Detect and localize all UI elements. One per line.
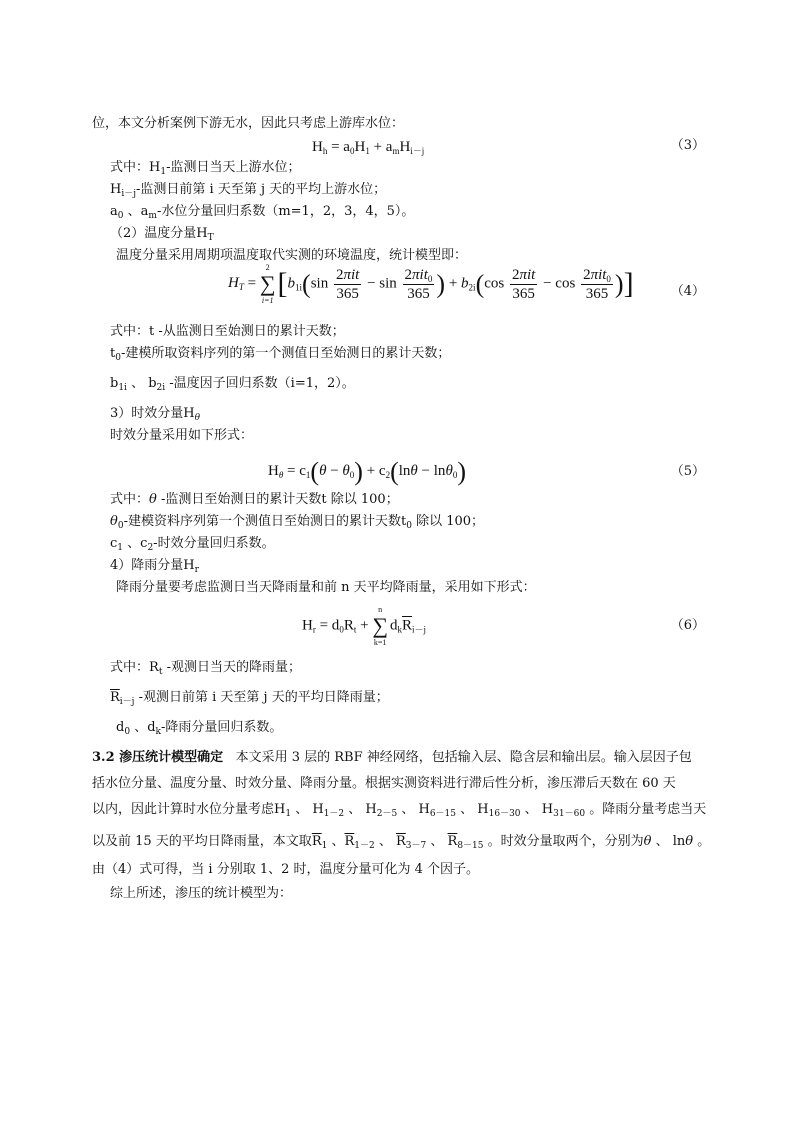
text-line: 式中：t -从监测日至始测日的累计天数； — [110, 324, 345, 339]
text-line: $\overline{R}_{i-j}$ -观测日前第 i 天至第 j 天的平均日降雨量； — [110, 690, 389, 707]
text-line: 温度分量采用周期项温度取代实测的环境温度，统计模型即： — [116, 248, 468, 263]
equation-number: （5） — [670, 464, 705, 479]
equation-6: $H_r = d_0R_t$ + n ∑ k=1 $d_k\overline{R}_{i-j}$ — [302, 605, 427, 647]
paragraph-line: 综上所述，渗压的统计模型为： — [110, 886, 293, 901]
text-line: $t_0-$建模所取资料序列的第一个测值日至始测日的累计天数； — [110, 346, 451, 363]
text-line: $c_1$ 、$c_2-$时效分量回归系数。 — [110, 536, 275, 553]
section-title: 3.2 渗压统计模型确定 — [92, 750, 224, 765]
text-line: $d_0$ 、$d_k-$降雨分量回归系数。 — [116, 720, 283, 737]
text-line: $b_{1i}$ 、 $b_{2i}$ -温度因子回归系数（i=1，2）。 — [110, 376, 355, 393]
section-heading: （2）温度分量$H_T$ — [110, 226, 214, 243]
text-line: 位，本文分析案例下游无水，因此只考虑上游库水位： — [92, 116, 405, 131]
paragraph-line: 以及前 15 天的平均日降雨量，本文取$\overline{R}_1$ 、$\overline{R}_{1-2}$ 、 $\overline{R}_{3-7}$ 、 $\overline{R}_{8-15}$ 。时效分量取两个，分别为θ 、 lnθ 。 — [92, 834, 711, 851]
equation-number: （4） — [670, 284, 705, 299]
paragraph-line: 以内，因此计算时水位分量考虑$H_1$ 、 $H_{1-2}$ 、 $H_{2-5}$ 、 $H_{6-15}$ 、 $H_{16-30}$ 、 $H_{31-60}$ 。降雨分量考虑当天 — [92, 802, 707, 819]
text-line: $H_{i-j}-$监测日前第 i 天至第 j 天的平均上游水位； — [110, 182, 387, 199]
text-line: 式中：θ -监测日至始测日的累计天数t 除以 100； — [110, 492, 399, 507]
equation-number: （3） — [670, 138, 705, 153]
text-line: 时效分量采用如下形式： — [110, 428, 254, 443]
equation-5: $H_\theta = c_1(\theta - \theta_0) + c_2(\ln\theta - \ln\theta_0)$ — [268, 457, 466, 486]
section-heading: 3）时效分量$H_\theta$ — [110, 406, 201, 423]
text-line: $a_0$ 、$a_m-$水位分量回归系数（m=1，2，3，4，5）。 — [110, 204, 415, 221]
equation-number: （6） — [670, 618, 705, 633]
paragraph-line: 由（4）式可得，当 i 分别取 1、2 时，温度分量可化为 4 个因子。 — [92, 862, 480, 877]
equation-3: $H_h = a_0H_1 + a_mH_{i-j}$ — [312, 139, 425, 156]
paragraph-line: 括水位分量、温度分量、时效分量、降雨分量。根据实测资料进行滞后性分析，渗压滞后天数在 60 天 — [92, 776, 676, 791]
text-line: 降雨分量要考虑监测日当天降雨量和前 n 天平均降雨量，采用如下形式： — [116, 580, 536, 595]
equation-4: $H_T$ = 2 ∑ i=1 [$b_{1i}(\sin$ $\frac{\text{2πit}}{365}$ − sin $\frac{2\pi it_0}{365}$ ) + $b_{2i}(\cos$ $\frac{\text{2πit}}{365}$ − cos $\frac{2\pi it_0}{365}$ )] — [228, 263, 634, 305]
paragraph-line: 3.2 渗压统计模型确定 本文采用 3 层的 RBF 神经网络，包括输入层、隐含层和输出层。输入层因子包 — [92, 750, 692, 765]
text-line: $\theta_0-$建模资料序列第一个测值日至始测日的累计天数$t_0$ 除以 100； — [110, 514, 485, 531]
text-line: 式中：$H_1-$监测日当天上游水位； — [110, 160, 301, 177]
text-line: 式中：$R_t$ -观测日当天的降雨量； — [110, 660, 301, 677]
section-heading: 4）降雨分量$H_r$ — [110, 558, 199, 575]
